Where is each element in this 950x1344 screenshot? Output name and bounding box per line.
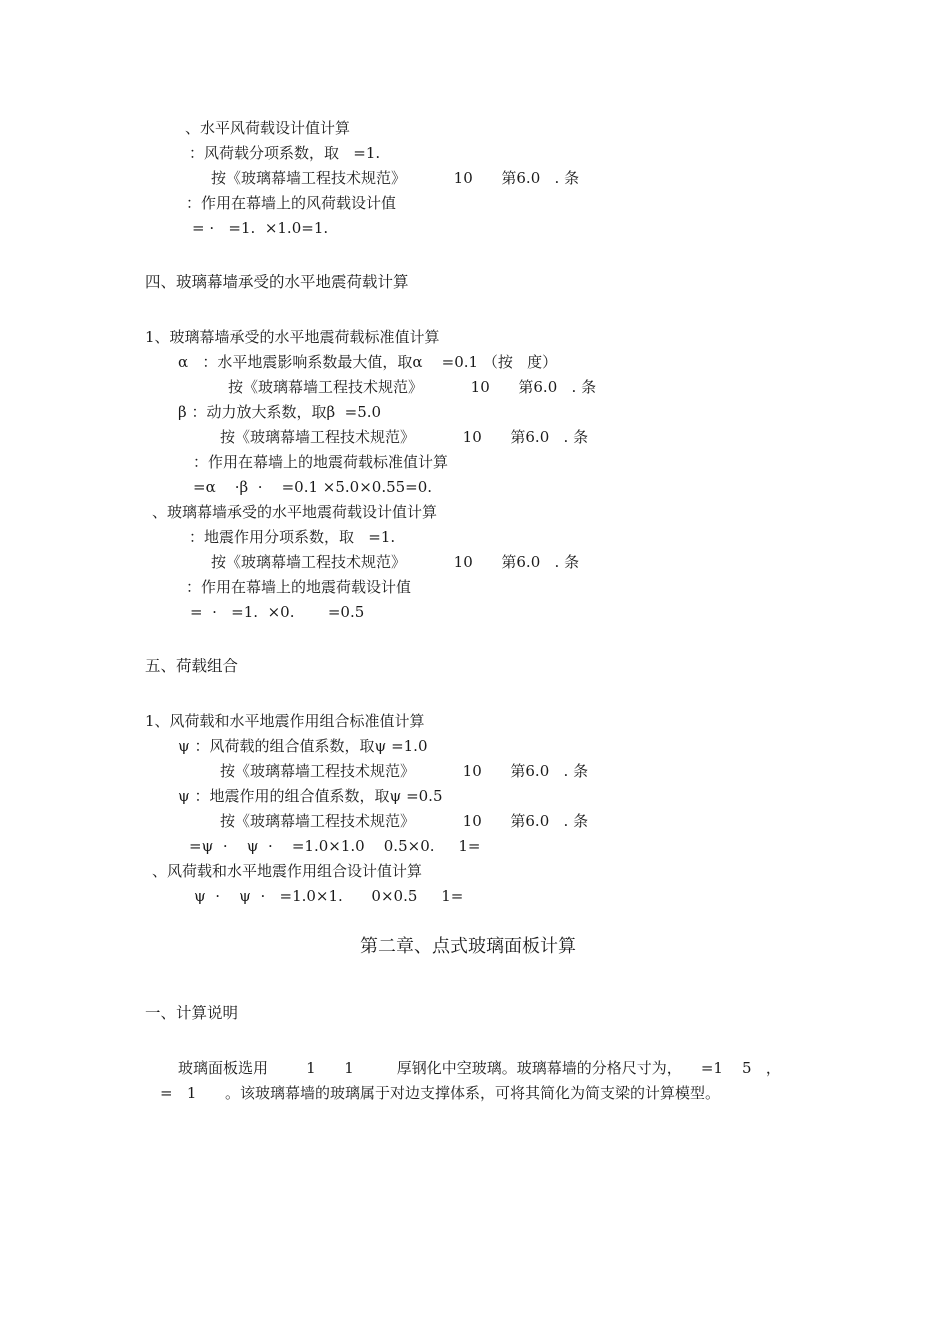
text-line: α ：水平地震影响系数最大值，取α =0.1 （按 度） [178, 353, 558, 371]
text-line: ：作用在幕墙上的地震荷载设计值 [186, 578, 412, 596]
text-line: ：地震作用分项系数，取 =1. [189, 528, 396, 546]
text-line: 按《玻璃幕墙工程技术规范》 10 第6.0 . 条 [211, 169, 580, 187]
subsection-heading: 、玻璃幕墙承受的水平地震荷载设计值计算 [152, 503, 438, 521]
section-heading: 五、荷载组合 [145, 657, 239, 675]
text-line: =ψ · ψ · =1.0×1.0 0.5×0. 1= [189, 837, 481, 855]
text-line: 按《玻璃幕墙工程技术规范》 10 第6.0 . 条 [220, 428, 589, 446]
text-line: ：作用在幕墙上的风荷载设计值 [186, 194, 397, 212]
text-line: ψ · ψ · =1.0×1. 0×0.5 1= [194, 887, 464, 905]
text-line: ψ ：地震作用的组合值系数，取ψ =0.5 [178, 787, 443, 805]
text-line: = · =1. ×1.0=1. [192, 219, 329, 237]
subsection-heading: 1、玻璃幕墙承受的水平地震荷载标准值计算 [145, 328, 440, 346]
text-line: 、水平风荷载设计值计算 [185, 119, 351, 137]
text-line: β ：动力放大系数，取β =5.0 [178, 403, 382, 421]
paragraph-line: = 1 。该玻璃幕墙的玻璃属于对边支撑体系，可将其简化为简支梁的计算模型。 [160, 1084, 721, 1102]
text-line: = · =1. ×0. =0.5 [190, 603, 365, 621]
text-line: 按《玻璃幕墙工程技术规范》 10 第6.0 . 条 [220, 762, 589, 780]
text-line: ：作用在幕墙上的地震荷载标准值计算 [193, 453, 449, 471]
subsection-heading: 、风荷载和水平地震作用组合设计值计算 [152, 862, 423, 880]
text-line: 按《玻璃幕墙工程技术规范》 10 第6.0 . 条 [211, 553, 580, 571]
chapter-title: 第二章、点式玻璃面板计算 [360, 936, 576, 957]
subsection-heading: 1、风荷载和水平地震作用组合标准值计算 [145, 712, 425, 730]
text-line: ψ ：风荷载的组合值系数，取ψ =1.0 [178, 737, 428, 755]
text-line: ：风荷载分项系数，取 =1. [189, 144, 381, 162]
section-heading: 四、玻璃幕墙承受的水平地震荷载计算 [145, 273, 409, 291]
text-line: 按《玻璃幕墙工程技术规范》 10 第6.0 . 条 [228, 378, 597, 396]
text-line: 按《玻璃幕墙工程技术规范》 10 第6.0 . 条 [220, 812, 589, 830]
paragraph-line: 玻璃面板选用 1 1 厚钢化中空玻璃。玻璃幕墙的分格尺寸为， =1 5 ， [178, 1059, 781, 1077]
section-heading: 一、计算说明 [145, 1004, 239, 1022]
text-line: =α ·β · =0.1 ×5.0×0.55=0. [193, 478, 433, 496]
